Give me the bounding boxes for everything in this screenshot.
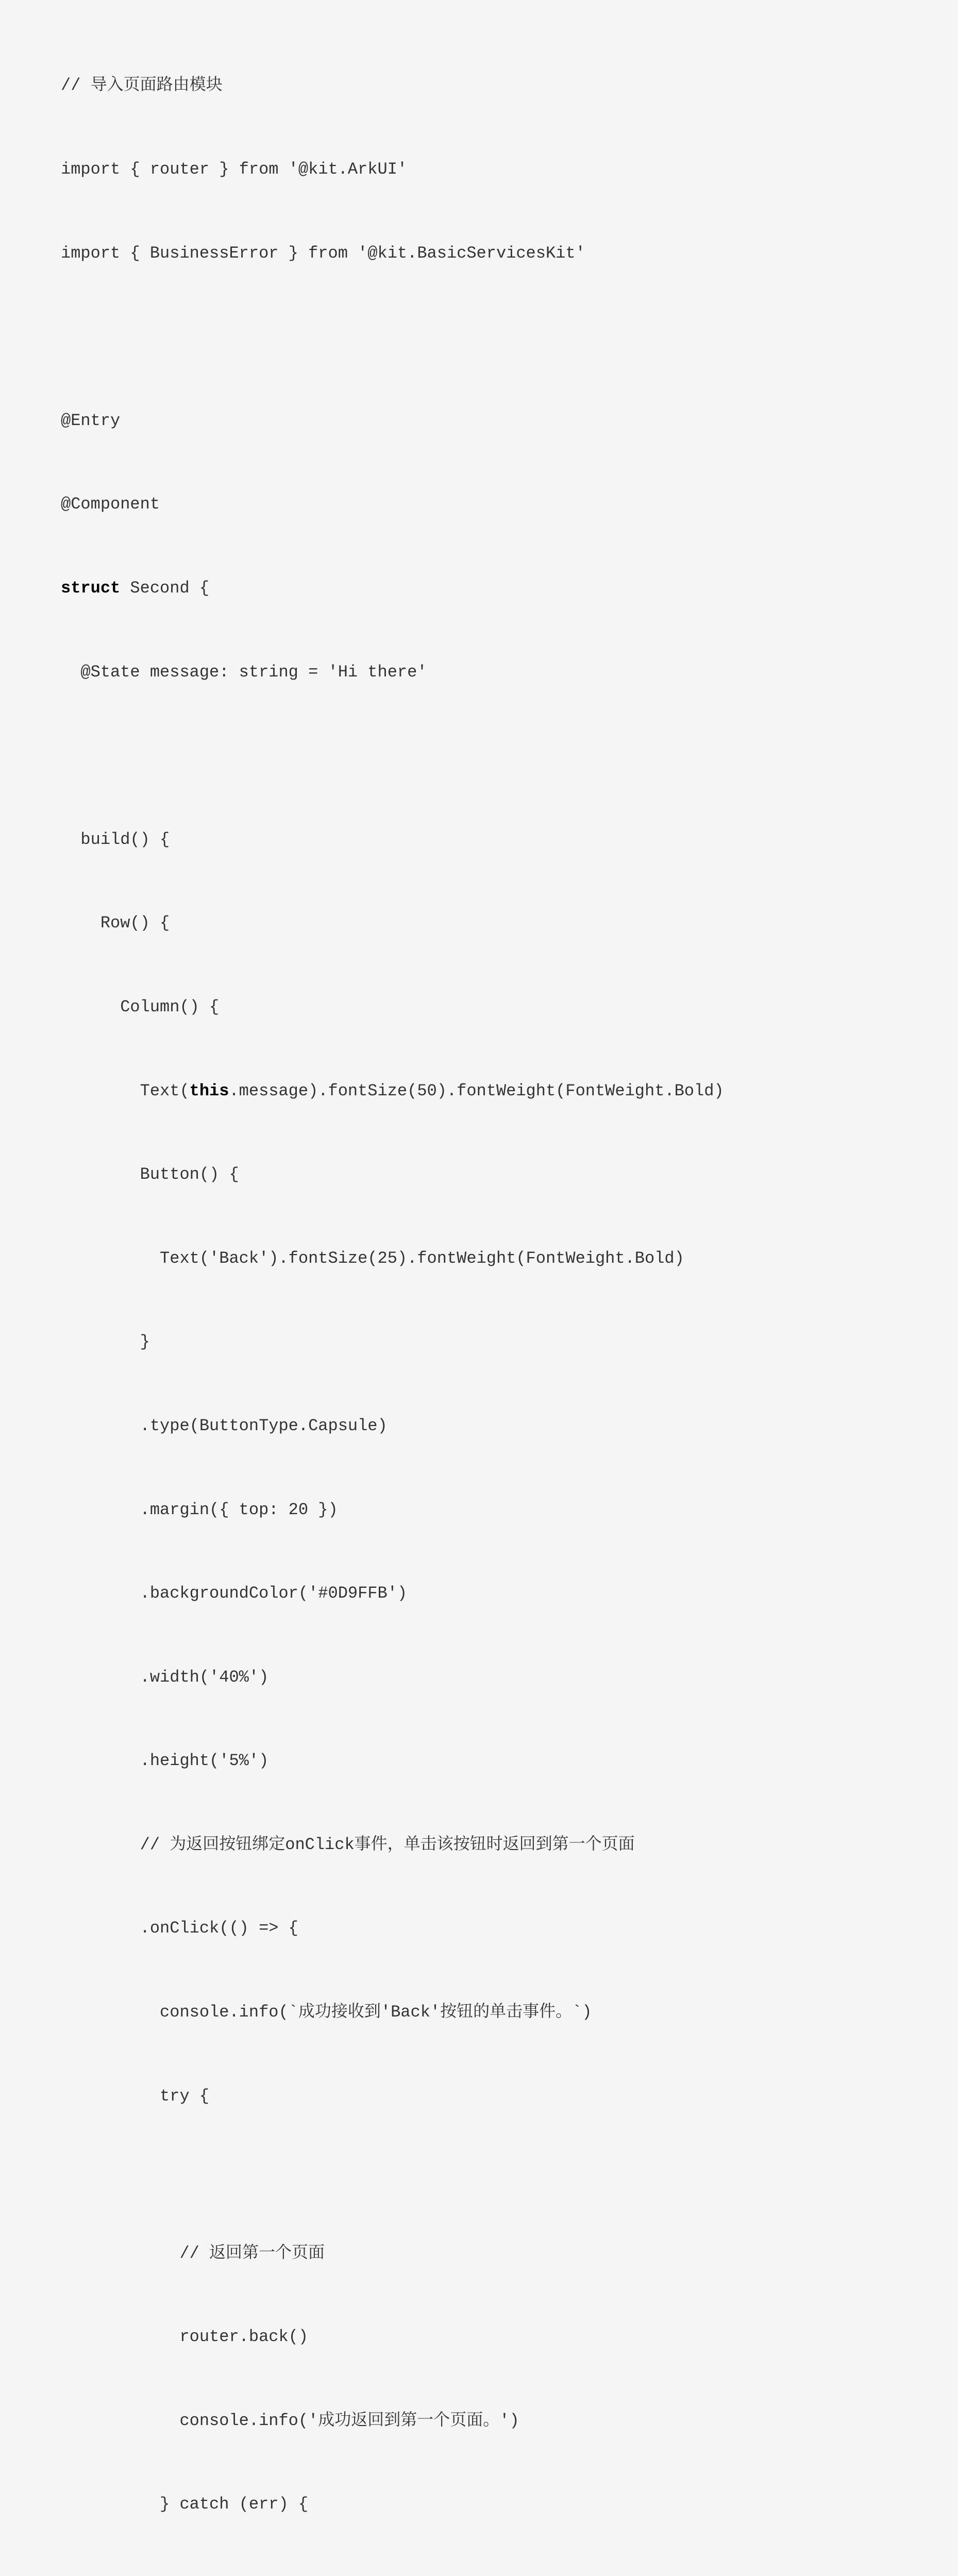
code-line-console-info-click: console.info(`成功接收到'Back'按钮的单击事件。`) — [61, 2003, 592, 2022]
code-line-blank — [61, 323, 958, 351]
code-line-catch: } catch (err) { — [61, 2495, 309, 2514]
code-line-entry-decorator: @Entry — [61, 411, 121, 430]
code-line-import-router: import { router } from '@kit.ArkUI' — [61, 160, 408, 179]
code-line-router-back: router.back() — [61, 2327, 309, 2347]
code-line-height: .height('5%') — [61, 1751, 269, 1771]
code-block — [61, 16, 958, 2576]
code-line-background-color: .backgroundColor('#0D9FFB') — [61, 1584, 408, 1603]
code-line-onclick: .onClick(() => { — [61, 1919, 298, 1938]
code-line-state-message: @State message: string = 'Hi there' — [61, 662, 427, 682]
code-line-row: Row() { — [61, 913, 170, 933]
code-line-comment-back: // 返回第一个页面 — [61, 2243, 325, 2263]
code-line-blank — [61, 742, 958, 770]
code-line-build: build() { — [61, 829, 170, 849]
code-line-struct-declaration — [61, 574, 958, 602]
keyword-struct: struct — [61, 578, 121, 598]
code-line-button: Button() { — [61, 1165, 239, 1184]
text-call-rest: .message).fontSize(50).fontWeight(FontWeight.Bold) — [229, 1081, 724, 1100]
code-line-import-businesserror: import { BusinessError } from '@kit.BasicServicesKit' — [61, 243, 585, 263]
code-line-width: .width('40%') — [61, 1667, 269, 1687]
code-line-type: .type(ButtonType.Capsule) — [61, 1416, 388, 1435]
code-line-try: try { — [61, 2086, 210, 2106]
code-line-text-back: Text('Back').fontSize(25).fontWeight(FontWeight.Bold) — [61, 1248, 684, 1268]
code-line-console-info-back: console.info('成功返回到第一个页面。') — [61, 2411, 519, 2430]
struct-name: Second { — [120, 578, 210, 598]
keyword-this: this — [189, 1081, 229, 1100]
code-line-comment-onclick: // 为返回按钮绑定onClick事件，单击该按钮时返回到第一个页面 — [61, 1835, 635, 1854]
text-call-open: Text( — [61, 1081, 190, 1100]
code-line-component-decorator: @Component — [61, 495, 160, 514]
code-line-comment-import: // 导入页面路由模块 — [61, 76, 223, 95]
code-line-column: Column() { — [61, 997, 220, 1016]
code-line-gap — [61, 2166, 958, 2183]
code-line-close-brace: } — [61, 1332, 150, 1352]
code-line-margin: .margin({ top: 20 }) — [61, 1500, 338, 1519]
code-line-text-message — [61, 1077, 958, 1105]
